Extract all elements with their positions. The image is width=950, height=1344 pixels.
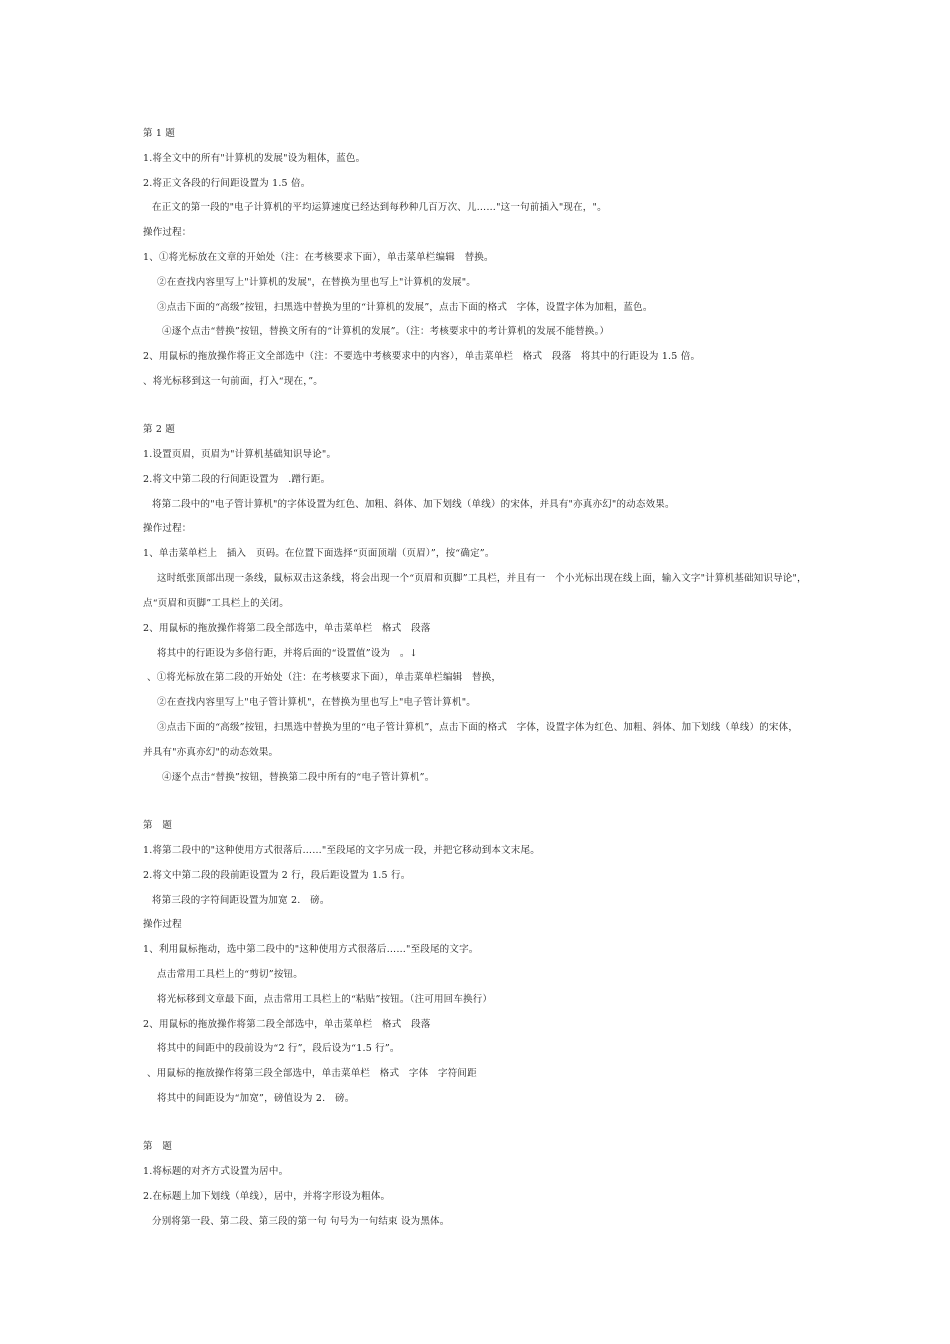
text-line: 2.将文中第二段的行间距设置为 .蹭行距。 — [143, 474, 331, 485]
text-line: 2、用鼠标的拖放操作将正文全部选中（注：不要选中考核要求中的内容），单击菜单栏 格式 段落 将其中的行距设为 1.5 倍。 — [143, 351, 701, 362]
text-line: 在正文的第一段的"电子计算机的平均运算速度已经达到每秒种几百万次、儿……"这一句前插入"现在，"。 — [152, 202, 607, 213]
section-title: 第 2 题 — [143, 424, 176, 435]
text-line: 、①将光标放在第二段的开始处（注：在考核要求下面），单击菜单栏编辑 替换， — [147, 672, 502, 683]
section-title: 第 题 — [143, 820, 173, 831]
text-line: 2.将正文各段的行间距设置为 1.5 倍。 — [143, 178, 311, 189]
text-line: ②在查找内容里写上"电子管计算机"，在替换为里也写上"电子管计算机"。 — [157, 697, 476, 708]
text-line: 分别将第一段、第二段、第三段的第一句 句号为一句结束 设为黑体。 — [152, 1216, 450, 1227]
text-line: 2.将文中第二段的段前距设置为 2 行，段后距设置为 1.5 行。 — [143, 870, 411, 881]
text-line: 2、用鼠标的拖放操作将第二段全部选中，单击菜单栏 格式 段落 — [143, 1019, 431, 1030]
text-line: 1、①将光标放在文章的开始处（注：在考核要求下面），单击菜单栏编辑 替换。 — [143, 252, 494, 263]
text-line: 操作过程 — [143, 919, 182, 930]
text-line: 1.将全文中的所有"计算机的发展"设为粗体，蓝色。 — [143, 153, 366, 164]
text-line: 将第三段的字符间距设置为加宽 2. 磅。 — [152, 895, 330, 906]
text-line: 将光标移到文章最下面，点击常用工具栏上的“粘贴”按钮。（注可用回车换行） — [157, 994, 493, 1005]
text-line: 将第二段中的"电子管计算机"的字体设置为红色、加粗、斜体、加下划线（单线）的宋体，并具有"亦真亦幻"的动态效果。 — [152, 499, 675, 510]
text-line: ④逐个点击“替换”按钮，替换第二段中所有的“电子管计算机”。 — [162, 772, 435, 783]
text-line: 点击常用工具栏上的“剪切”按钮。 — [157, 969, 303, 980]
section-title: 第 题 — [143, 1141, 173, 1152]
text-line: 、用鼠标的拖放操作将第三段全部选中，单击菜单栏 格式 字体 字符间距 — [147, 1068, 477, 1079]
text-line: ②在查找内容里写上"计算机的发展"，在替换为里也写上"计算机的发展"。 — [157, 277, 476, 288]
text-line: 1.将第二段中的"这种使用方式很落后……"至段尾的文字另成一段，并把它移动到本文末尾。 — [143, 845, 540, 856]
text-line: 1、单击菜单栏上 插入 页码。在位置下面选择“页面顶端（页眉）”，按“确定”。 — [143, 548, 495, 559]
text-line: 1.设置页眉，页眉为"计算机基础知识导论"。 — [143, 449, 337, 460]
text-line: 并具有"亦真亦幻"的动态效果。 — [143, 747, 279, 758]
text-line: 2、用鼠标的拖放操作将第二段全部选中，单击菜单栏 格式 段落 — [143, 623, 431, 634]
text-line: 将其中的间距中的段前设为“2 行”，段后设为“1.5 行”。 — [157, 1043, 400, 1054]
text-line: 1.将标题的对齐方式设置为居中。 — [143, 1166, 289, 1177]
text-line: 操作过程： — [143, 227, 192, 238]
text-line: 将其中的间距设为“加宽”，磅值设为 2. 磅。 — [157, 1093, 355, 1104]
text-line: 1、利用鼠标拖动，选中第二段中的"这种使用方式很落后……"至段尾的文字。 — [143, 944, 479, 955]
text-line: ④逐个点击“替换”按钮，替换文所有的“计算机的发展”。（注：考核要求中的考计算机的发展不能替换。） — [162, 326, 610, 337]
text-line: ③点击下面的“高级”按钮，扫黑选中替换为里的“电子管计算机”，点击下面的格式 字体，设置字体为红色、加粗、斜体、加下划线（单线）的宋体， — [157, 722, 799, 733]
text-line: 、将光标移到这一句前面，打入“现在，”。 — [143, 376, 323, 387]
text-line: 操作过程： — [143, 523, 192, 534]
section-title: 第 1 题 — [143, 128, 176, 139]
text-line: 将其中的行距设为多倍行距，并将后面的“设置值”设为 。↓ — [157, 648, 418, 659]
text-line: 2.在标题上加下划线（单线），居中，并将字形设为粗体。 — [143, 1191, 391, 1202]
text-line: ③点击下面的“高级”按钮，扫黑选中替换为里的“计算机的发展”，点击下面的格式 字体，设置字体为加粗，蓝色。 — [157, 302, 653, 313]
text-line: 点“页眉和页脚”工具栏上的关闭。 — [143, 598, 289, 609]
text-line: 这时纸张顶部出现一条线，鼠标双击这条线，将会出现一个“页眉和页脚”工具栏，并且有一 个小光标出现在线上面，输入文字"计算机基础知识导论"， — [157, 573, 807, 584]
